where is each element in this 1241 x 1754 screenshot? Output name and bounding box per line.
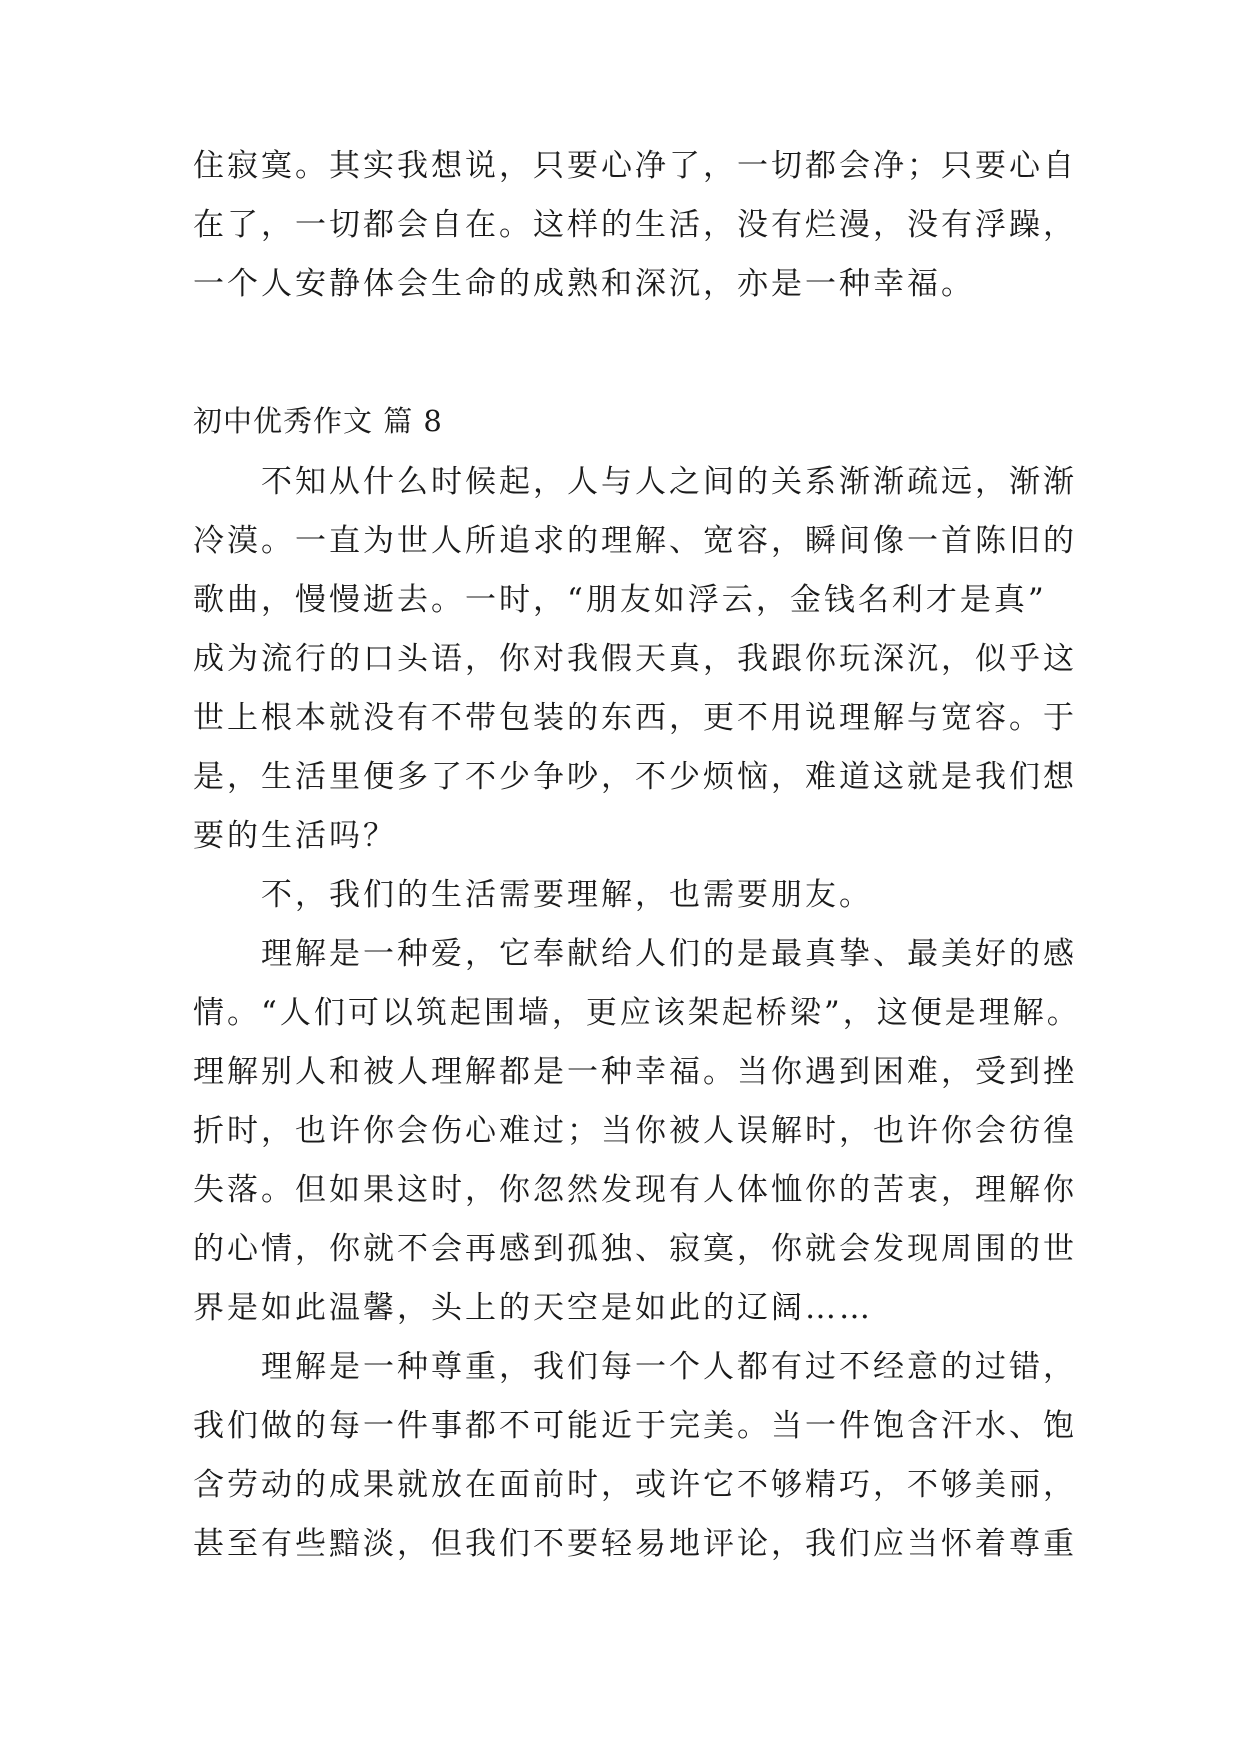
text-line: 在了，一切都会自在。这样的生活，没有烂漫，没有浮躁， xyxy=(193,207,1077,243)
text-line: 不知从什么时候起，人与人之间的关系渐渐疏远，渐渐 xyxy=(193,464,1077,500)
text-line: 成为流行的口头语，你对我假天真，我跟你玩深沉，似乎这 xyxy=(193,641,1077,677)
text-line: 歌曲，慢慢逝去。一时，“朋友如浮云，金钱名利才是真” xyxy=(193,582,1047,618)
section-heading: 初中优秀作文 篇 8 xyxy=(193,404,443,438)
text-line: 情。“人们可以筑起围墙，更应该架起桥梁”，这便是理解。 xyxy=(193,995,1081,1031)
essay-body xyxy=(193,453,1081,1574)
text-line: 折时，也许你会伤心难过；当你被人误解时，也许你会彷徨 xyxy=(193,1113,1077,1149)
text-line: 界是如此温馨，头上的天空是如此的辽阔…… xyxy=(193,1290,873,1326)
text-line: 住寂寞。其实我想说，只要心净了，一切都会净；只要心自 xyxy=(193,148,1077,184)
text-line: 是，生活里便多了不少争吵，不少烦恼，难道这就是我们想 xyxy=(193,759,1077,795)
intro-paragraph xyxy=(193,137,1077,314)
text-line: 冷漠。一直为世人所追求的理解、宽容，瞬间像一首陈旧的 xyxy=(193,523,1077,559)
text-line: 的心情，你就不会再感到孤独、寂寞，你就会发现周围的世 xyxy=(193,1231,1077,1267)
text-line: 不，我们的生活需要理解，也需要朋友。 xyxy=(193,877,873,913)
text-line: 甚至有些黯淡，但我们不要轻易地评论，我们应当怀着尊重 xyxy=(193,1526,1077,1562)
text-line: 理解别人和被人理解都是一种幸福。当你遇到困难，受到挫 xyxy=(193,1054,1077,1090)
text-line: 要的生活吗？ xyxy=(193,818,397,854)
text-line: 我们做的每一件事都不可能近于完美。当一件饱含汗水、饱 xyxy=(193,1408,1077,1444)
text-line: 失落。但如果这时，你忽然发现有人体恤你的苦衷，理解你 xyxy=(193,1172,1077,1208)
text-line: 理解是一种爱，它奉献给人们的是最真挚、最美好的感 xyxy=(193,936,1077,972)
text-line: 理解是一种尊重，我们每一个人都有过不经意的过错， xyxy=(193,1349,1077,1385)
text-line: 世上根本就没有不带包装的东西，更不用说理解与宽容。于 xyxy=(193,700,1077,736)
text-line: 含劳动的成果就放在面前时，或许它不够精巧，不够美丽， xyxy=(193,1467,1077,1503)
text-line: 一个人安静体会生命的成熟和深沉，亦是一种幸福。 xyxy=(193,266,975,302)
